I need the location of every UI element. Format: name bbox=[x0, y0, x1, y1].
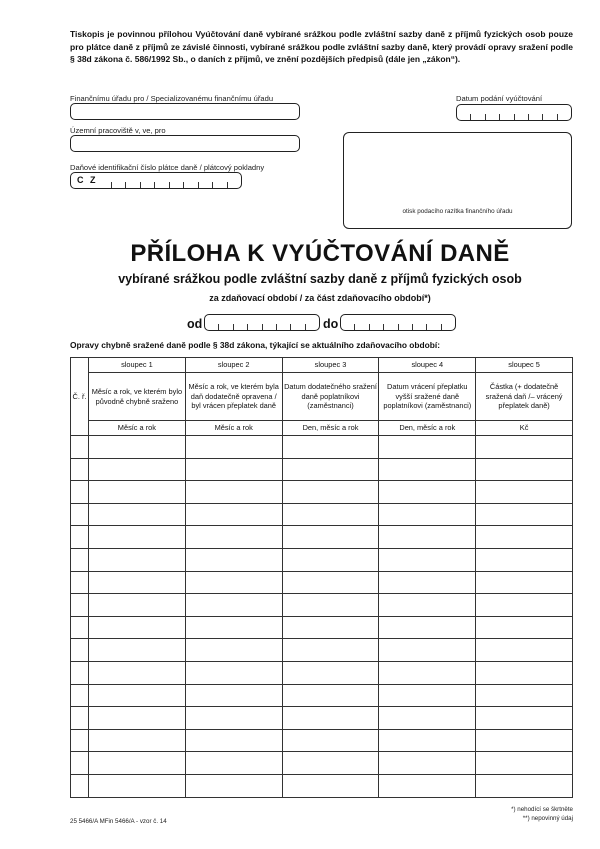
entry-cell-col-4[interactable] bbox=[379, 594, 476, 617]
entry-cell-col-5[interactable] bbox=[476, 571, 573, 594]
entry-cell-col-1[interactable] bbox=[89, 707, 186, 730]
entry-cell-col-1[interactable] bbox=[89, 436, 186, 459]
row-number-cell[interactable] bbox=[71, 616, 89, 639]
entry-cell-col-3[interactable] bbox=[282, 684, 379, 707]
page-subtitle: vybírané srážkou podle zvláštní sazby daně z příjmů fyzických osob bbox=[118, 272, 522, 286]
entry-cell-col-3[interactable] bbox=[282, 729, 379, 752]
section-title: Opravy chybně sražené daně podle § 38d zákona, týkající se aktuálního zdaňovacího období: bbox=[70, 340, 441, 350]
entry-cell-col-5[interactable] bbox=[476, 594, 573, 617]
table-row bbox=[71, 503, 573, 526]
entry-cell-col-5[interactable] bbox=[476, 526, 573, 549]
entry-cell-col-1[interactable] bbox=[89, 729, 186, 752]
intro-text: Tiskopis je povinnou přílohou Vyúčtování daně vybírané srážkou podle zvláštní sazby daně z příjmů fyzických osob pouze pro plátce daně z příjmů ze závislé činnosti, vybírané srážkou podle zvláštní sazby daně, který provádí opravy sražení podle § 38d zákona č. 586/1992 Sb., o daních z příjmů, ve znění pozdějších předpisů (dále jen „zákon“). bbox=[70, 29, 573, 65]
dic-field[interactable] bbox=[70, 172, 242, 189]
from-label: od bbox=[187, 317, 203, 331]
stamp-box bbox=[343, 132, 572, 229]
entry-cell-col-4[interactable] bbox=[379, 503, 476, 526]
col-desc-5: Částka (+ dodatečně sražená daň /– vrácený přeplatek daně) bbox=[476, 373, 573, 421]
entry-cell-col-4[interactable] bbox=[379, 774, 476, 797]
table-row bbox=[71, 594, 573, 617]
entry-cell-col-1[interactable] bbox=[89, 616, 186, 639]
entry-cell-col-1[interactable] bbox=[89, 526, 186, 549]
col-name-4: sloupec 4 bbox=[379, 358, 476, 373]
office-label: Finančnímu úřadu pro / Specializovanému finančnímu úřadu bbox=[70, 94, 274, 103]
row-number-cell[interactable] bbox=[71, 729, 89, 752]
entry-cell-col-4[interactable] bbox=[379, 458, 476, 481]
filing-date-label: Datum podání vyúčtování bbox=[456, 94, 543, 103]
row-number-cell[interactable] bbox=[71, 548, 89, 571]
entry-cell-col-2[interactable] bbox=[185, 481, 282, 504]
table-row bbox=[71, 661, 573, 684]
entry-cell-col-2[interactable] bbox=[185, 729, 282, 752]
entry-cell-col-5[interactable] bbox=[476, 774, 573, 797]
table-row bbox=[71, 548, 573, 571]
table-row bbox=[71, 458, 573, 481]
to-label: do bbox=[323, 317, 339, 331]
entry-cell-col-2[interactable] bbox=[185, 684, 282, 707]
row-number-cell[interactable] bbox=[71, 707, 89, 730]
entry-cell-col-5[interactable] bbox=[476, 752, 573, 775]
entry-cell-col-4[interactable] bbox=[379, 481, 476, 504]
entry-cell-col-5[interactable] bbox=[476, 436, 573, 459]
entry-cell-col-3[interactable] bbox=[282, 707, 379, 730]
entry-cell-col-4[interactable] bbox=[379, 436, 476, 459]
col-unit-5: Kč bbox=[476, 421, 573, 436]
entry-cell-col-3[interactable] bbox=[282, 616, 379, 639]
from-date-field[interactable] bbox=[204, 314, 320, 331]
branch-field[interactable] bbox=[70, 135, 300, 152]
corrections-table bbox=[70, 357, 573, 798]
office-field[interactable] bbox=[70, 103, 300, 120]
filing-date-field[interactable] bbox=[456, 104, 572, 121]
col-desc-2: Měsíc a rok, ve kterém byla daň dodatečně opravena / byl vrácen přeplatek daně bbox=[185, 373, 282, 421]
table-row bbox=[71, 571, 573, 594]
table-row bbox=[71, 729, 573, 752]
dic-ticks bbox=[97, 182, 241, 188]
table-row bbox=[71, 481, 573, 504]
row-number-cell[interactable] bbox=[71, 436, 89, 459]
entry-cell-col-5[interactable] bbox=[476, 616, 573, 639]
col-name-1: sloupec 1 bbox=[89, 358, 186, 373]
col-unit-2: Měsíc a rok bbox=[185, 421, 282, 436]
entry-cell-col-1[interactable] bbox=[89, 458, 186, 481]
entry-cell-col-2[interactable] bbox=[185, 661, 282, 684]
entry-cell-col-1[interactable] bbox=[89, 594, 186, 617]
row-no-header: Č. ř. bbox=[71, 358, 89, 436]
footnote-strike: *) nehodící se škrtněte bbox=[511, 806, 573, 813]
dic-prefix: C Z bbox=[77, 175, 98, 185]
entry-cell-col-5[interactable] bbox=[476, 458, 573, 481]
row-number-cell[interactable] bbox=[71, 503, 89, 526]
row-number-cell[interactable] bbox=[71, 752, 89, 775]
row-number-cell[interactable] bbox=[71, 639, 89, 662]
entry-cell-col-2[interactable] bbox=[185, 548, 282, 571]
entry-cell-col-4[interactable] bbox=[379, 729, 476, 752]
page-title: PŘÍLOHA K VYÚČTOVÁNÍ DANĚ bbox=[130, 240, 510, 267]
entry-cell-col-5[interactable] bbox=[476, 729, 573, 752]
table-row bbox=[71, 526, 573, 549]
to-date-ticks bbox=[341, 324, 455, 330]
entry-cell-col-3[interactable] bbox=[282, 458, 379, 481]
entry-cell-col-3[interactable] bbox=[282, 526, 379, 549]
entry-cell-col-2[interactable] bbox=[185, 774, 282, 797]
entry-cell-col-1[interactable] bbox=[89, 684, 186, 707]
entry-cell-col-3[interactable] bbox=[282, 481, 379, 504]
entry-cell-col-1[interactable] bbox=[89, 571, 186, 594]
entry-cell-col-5[interactable] bbox=[476, 684, 573, 707]
row-number-cell[interactable] bbox=[71, 661, 89, 684]
entry-cell-col-2[interactable] bbox=[185, 752, 282, 775]
period-label: za zdaňovací období / za část zdaňovacího období*) bbox=[209, 293, 431, 303]
entry-cell-col-1[interactable] bbox=[89, 503, 186, 526]
table-row bbox=[71, 436, 573, 459]
entry-cell-col-4[interactable] bbox=[379, 526, 476, 549]
table-row bbox=[71, 707, 573, 730]
entry-cell-col-5[interactable] bbox=[476, 481, 573, 504]
entry-cell-col-3[interactable] bbox=[282, 548, 379, 571]
entry-cell-col-1[interactable] bbox=[89, 481, 186, 504]
row-number-cell[interactable] bbox=[71, 774, 89, 797]
table-row bbox=[71, 774, 573, 797]
entry-cell-col-4[interactable] bbox=[379, 661, 476, 684]
entry-cell-col-4[interactable] bbox=[379, 548, 476, 571]
entry-cell-col-3[interactable] bbox=[282, 639, 379, 662]
col-desc-3: Datum dodatečného sražení daně poplatníkovi (zaměstnanci) bbox=[282, 373, 379, 421]
entry-cell-col-2[interactable] bbox=[185, 707, 282, 730]
col-unit-1: Měsíc a rok bbox=[89, 421, 186, 436]
entry-cell-col-5[interactable] bbox=[476, 707, 573, 730]
entry-cell-col-2[interactable] bbox=[185, 639, 282, 662]
filing-date-ticks bbox=[457, 114, 571, 120]
row-number-cell[interactable] bbox=[71, 458, 89, 481]
row-number-cell[interactable] bbox=[71, 526, 89, 549]
col-desc-1: Měsíc a rok, ve kterém bylo původně chybně sraženo bbox=[89, 373, 186, 421]
entry-cell-col-4[interactable] bbox=[379, 571, 476, 594]
entry-cell-col-2[interactable] bbox=[185, 526, 282, 549]
entry-cell-col-5[interactable] bbox=[476, 639, 573, 662]
stamp-label: otisk podacího razítka finančního úřadu bbox=[402, 208, 513, 215]
entry-cell-col-4[interactable] bbox=[379, 684, 476, 707]
col-name-5: sloupec 5 bbox=[476, 358, 573, 373]
row-number-cell[interactable] bbox=[71, 481, 89, 504]
entry-cell-col-4[interactable] bbox=[379, 616, 476, 639]
entry-cell-col-3[interactable] bbox=[282, 752, 379, 775]
entry-cell-col-5[interactable] bbox=[476, 661, 573, 684]
entry-cell-col-4[interactable] bbox=[379, 752, 476, 775]
entry-cell-col-3[interactable] bbox=[282, 571, 379, 594]
row-number-cell[interactable] bbox=[71, 571, 89, 594]
entry-cell-col-4[interactable] bbox=[379, 639, 476, 662]
to-date-field[interactable] bbox=[340, 314, 456, 331]
row-number-cell[interactable] bbox=[71, 594, 89, 617]
entry-cell-col-2[interactable] bbox=[185, 436, 282, 459]
col-unit-4: Den, měsíc a rok bbox=[379, 421, 476, 436]
branch-label: Územní pracoviště v, ve, pro bbox=[70, 126, 166, 135]
col-desc-4: Datum vrácení přeplatku vyšší sražené daně poplatníkovi (zaměstnanci) bbox=[379, 373, 476, 421]
entry-cell-col-2[interactable] bbox=[185, 571, 282, 594]
entry-cell-col-4[interactable] bbox=[379, 707, 476, 730]
row-number-cell[interactable] bbox=[71, 684, 89, 707]
entry-cell-col-3[interactable] bbox=[282, 661, 379, 684]
entry-cell-col-3[interactable] bbox=[282, 503, 379, 526]
entry-cell-col-3[interactable] bbox=[282, 594, 379, 617]
form-code: 25 5466/A MFin 5466/A - vzor č. 14 bbox=[70, 818, 167, 825]
from-date-ticks bbox=[205, 324, 319, 330]
footnote-optional: **) nepovinný údaj bbox=[522, 815, 573, 822]
col-name-3: sloupec 3 bbox=[282, 358, 379, 373]
table-row bbox=[71, 616, 573, 639]
entry-cell-col-3[interactable] bbox=[282, 774, 379, 797]
table-row bbox=[71, 752, 573, 775]
entry-cell-col-2[interactable] bbox=[185, 503, 282, 526]
entry-cell-col-2[interactable] bbox=[185, 594, 282, 617]
entry-cell-col-2[interactable] bbox=[185, 458, 282, 481]
entry-cell-col-1[interactable] bbox=[89, 661, 186, 684]
entry-cell-col-1[interactable] bbox=[89, 548, 186, 571]
dic-label: Daňové identifikační číslo plátce daně / plátcový pokladny bbox=[70, 163, 265, 172]
entry-cell-col-1[interactable] bbox=[89, 752, 186, 775]
col-name-2: sloupec 2 bbox=[185, 358, 282, 373]
entry-cell-col-5[interactable] bbox=[476, 548, 573, 571]
table-row bbox=[71, 639, 573, 662]
table-row bbox=[71, 684, 573, 707]
entry-cell-col-2[interactable] bbox=[185, 616, 282, 639]
entry-cell-col-3[interactable] bbox=[282, 436, 379, 459]
entry-cell-col-1[interactable] bbox=[89, 774, 186, 797]
entry-cell-col-1[interactable] bbox=[89, 639, 186, 662]
col-unit-3: Den, měsíc a rok bbox=[282, 421, 379, 436]
entry-cell-col-5[interactable] bbox=[476, 503, 573, 526]
